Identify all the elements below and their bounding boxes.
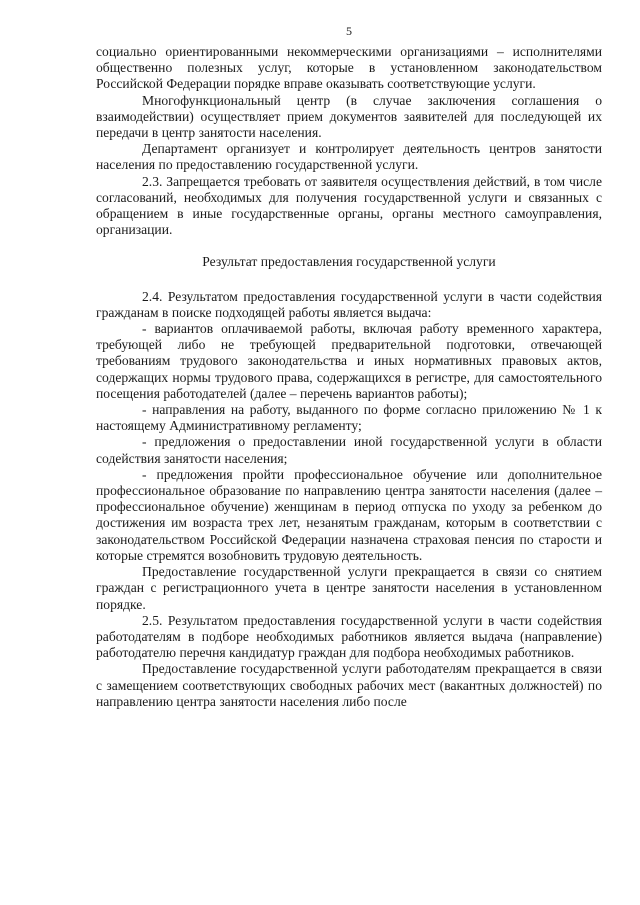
page-number: 5	[346, 24, 352, 38]
list-item: - направления на работу, выданного по форме согласно приложению № 1 к настоящему Административному регламенту;	[96, 402, 602, 434]
list-item: - вариантов оплачиваемой работы, включая работу временного характера, требующей либо не требующей предварительной подготовки, отвечающей требованиям трудового законодательства и иных нормативных правовых актов, содержащих нормы трудового права, содержащихся в регистре, для самостоятельного посещения работодателей (далее – перечень вариантов работы);	[96, 321, 602, 401]
paragraph-clause-2-4: 2.4. Результатом предоставления государственной услуги в части содействия гражданам в поиске подходящей работы является выдача:	[96, 288, 602, 320]
list-item: - предложения о предоставлении иной государственной услуги в области содействия занятости населения;	[96, 434, 602, 466]
paragraph: Департамент организует и контролирует деятельность центров занятости населения по предоставлению государственной услуги.	[96, 141, 602, 173]
paragraph: социально ориентированными некоммерческими организациями – исполнителями общественно полезных услуг, которые в установленном законодательством Российской Федерации порядке вправе оказывать соответствующие услуги.	[96, 44, 602, 92]
paragraph: Предоставление государственной услуги прекращается в связи со снятием граждан с регистрационного учета в центре занятости населения в установленном порядке.	[96, 564, 602, 612]
paragraph-clause-2-5: 2.5. Результатом предоставления государственной услуги в части содействия работодателям в подборе необходимых работников является выдача (направление) работодателю перечня кандидатур граждан для подбора необходимых работников.	[96, 612, 602, 661]
list-item: - предложения пройти профессиональное обучение или дополнительное профессиональное образование по направлению центра занятости населения (далее – профессиональное обучение) женщинам в период отпуска по уходу за ребенком до достижения им возраста трех лет, незанятым гражданам, которым в соответствии с законодательством Российской Федерации назначена страховая пенсия по старости и которые стремятся возобновить трудовую деятельность.	[96, 466, 602, 563]
section-title: Результат предоставления государственной услуги	[202, 254, 496, 270]
paragraph: Предоставление государственной услуги работодателям прекращается в связи с замещением соответствующих свободных рабочих мест (вакантных должностей) по направлению центра занятости населения либо после	[96, 661, 602, 709]
paragraph: Многофункциональный центр (в случае заключения соглашения о взаимодействии) осуществляет прием документов заявителей для последующей их передачи в центр занятости населения.	[96, 92, 602, 141]
paragraph-clause-2-3: 2.3. Запрещается требовать от заявителя осуществления действий, в том числе согласований, необходимых для получения государственной услуги и связанных с обращением в иные государственные органы, органы местного самоуправления, организации.	[96, 173, 602, 238]
